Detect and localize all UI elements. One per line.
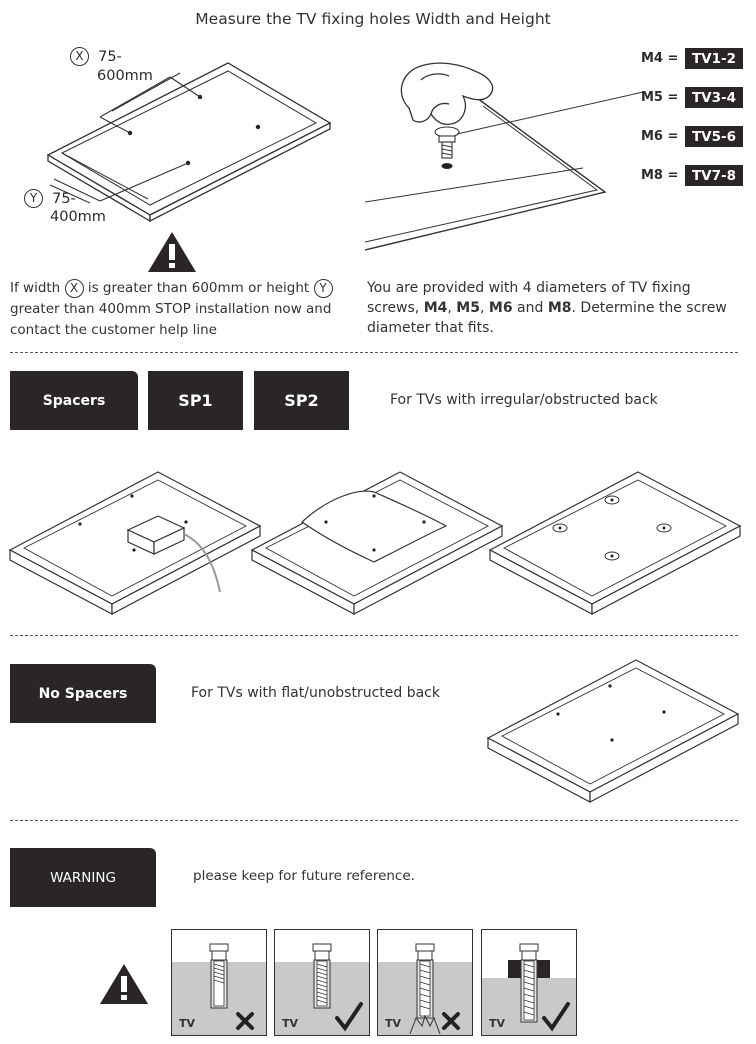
no-spacers-description: For TVs with flat/unobstructed back <box>191 685 440 701</box>
screw-note <box>367 278 747 338</box>
no-spacers-tab: No Spacers <box>10 664 156 723</box>
stop-note-part4: contact the customer help line <box>10 322 217 338</box>
x-range-top: 75- <box>98 49 122 65</box>
section-divider <box>10 820 738 821</box>
screw-size: M5 = <box>641 90 679 105</box>
screw-row-m8 <box>641 165 743 186</box>
page-title: Measure the TV fixing holes Width and Height <box>195 10 551 28</box>
spacers-description: For TVs with irregular/obstructed back <box>390 392 658 408</box>
stop-note-part1: If width <box>10 280 61 296</box>
flat-tv-illustration <box>486 656 742 806</box>
section-divider <box>10 352 738 353</box>
x-letter: X <box>70 47 89 66</box>
screw-code-badge: TV7-8 <box>685 165 743 186</box>
stop-note-part3: greater than 400mm STOP installation now and <box>10 301 332 317</box>
x-range-bottom: 600mm <box>97 68 153 84</box>
screw-hand-illustration <box>365 50 645 265</box>
stop-note-y-letter: Y <box>314 279 333 298</box>
warning-triangle-icon <box>146 230 198 274</box>
tv-label: TV <box>282 1017 299 1030</box>
tv-label: TV <box>489 1017 506 1030</box>
screw-depth-panel-2 <box>274 929 370 1036</box>
sp1-box: SP1 <box>148 371 243 430</box>
spacers-tv-illustrations <box>8 468 748 618</box>
screw-row-m4 <box>641 48 743 69</box>
stop-note <box>10 278 350 341</box>
screw-size-map <box>641 48 743 186</box>
y-range-bottom: 400mm <box>50 209 106 225</box>
warning-tab: WARNING <box>10 848 156 907</box>
warning-description: please keep for future reference. <box>193 868 415 884</box>
spacers-tab: Spacers <box>10 371 138 430</box>
y-range-top: 75- <box>52 191 76 207</box>
warning-triangle-icon <box>98 962 150 1006</box>
section-divider <box>10 635 738 636</box>
screw-depth-panel-1 <box>171 929 267 1036</box>
tv-label: TV <box>385 1017 402 1030</box>
screw-row-m6 <box>641 126 743 147</box>
stop-note-x-letter: X <box>65 279 84 298</box>
screw-code-badge: TV5-6 <box>685 126 743 147</box>
screw-code-badge: TV1-2 <box>685 48 743 69</box>
y-letter: Y <box>24 189 43 208</box>
y-dimension-label <box>24 188 76 208</box>
tv-label: TV <box>179 1017 196 1030</box>
tv-measure-illustration <box>40 55 340 225</box>
screw-depth-panel-3 <box>377 929 473 1036</box>
screw-note-line1: You are provided with 4 diameters of TV fixing <box>367 280 691 296</box>
screw-note-line3: diameter that fits. <box>367 320 494 336</box>
x-dimension-label <box>70 46 122 66</box>
screw-size: M4 = <box>641 51 679 66</box>
screw-code-badge: TV3-4 <box>685 87 743 108</box>
screw-note-line2: screws, M4, M5, M6 and M8. Determine the screw <box>367 300 727 316</box>
screw-row-m5 <box>641 87 743 108</box>
sp2-box: SP2 <box>254 371 349 430</box>
screw-size: M8 = <box>641 168 679 183</box>
stop-note-part2: is greater than 600mm or height <box>87 280 310 296</box>
screw-depth-panel-4 <box>481 929 577 1036</box>
screw-size: M6 = <box>641 129 679 144</box>
